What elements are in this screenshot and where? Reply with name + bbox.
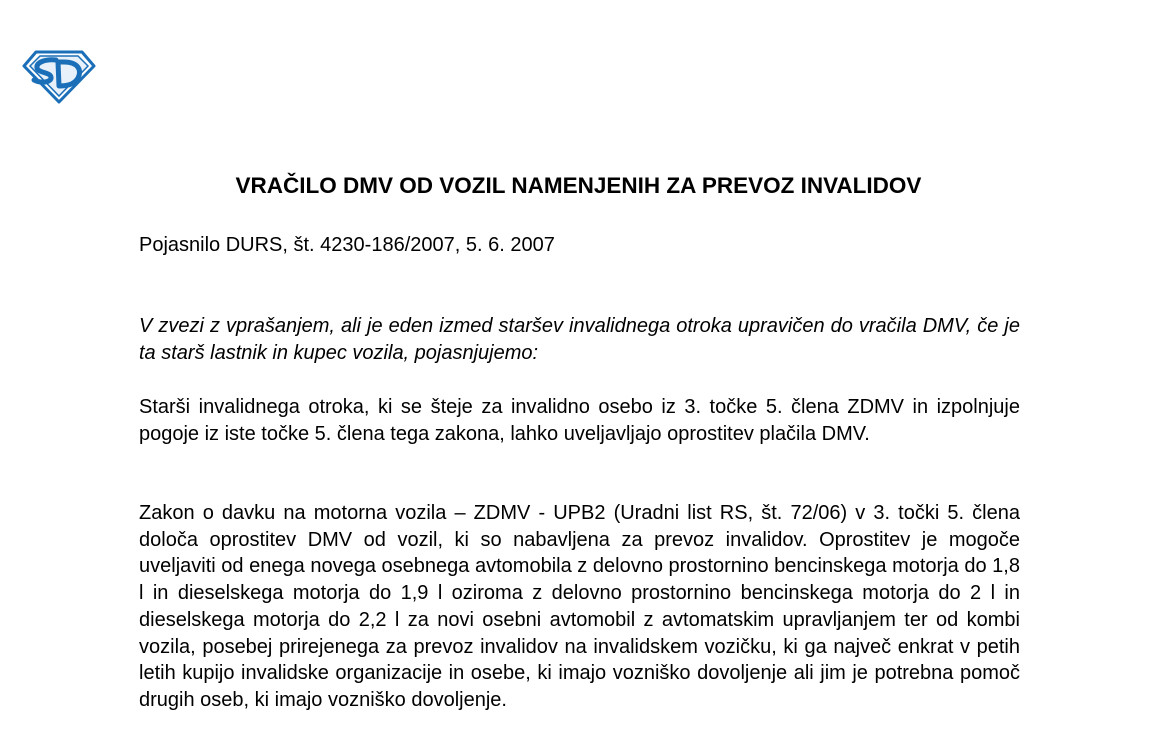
parents-paragraph: Starši invalidnega otroka, ki se šteje za invalidno osebo iz 3. točke 5. člena ZDMV in izpolnjuje pogoje iz iste točke 5. člena tega zakona, lahko uveljavljajo oprostitev plačila DMV. [139, 396, 1020, 445]
document-reference: Pojasnilo DURS, št. 4230-186/2007, 5. 6. 2007 [139, 234, 555, 256]
sd-shield-logo-icon [22, 48, 96, 104]
document-title: VRAČILO DMV OD VOZIL NAMENJENIH ZA PREVOZ INVALIDOV [235, 173, 922, 198]
law-paragraph: Zakon o davku na motorna vozila – ZDMV - UPB2 (Uradni list RS, št. 72/06) v 3. točki 5. člena določa oprostitev DMV od vozil, ki so nabavljena za prevoz invalidov. Oprostitev je mogoče uveljaviti od enega novega osebnega avtomobila z delovno prostornino bencinskega motorja do 1,8 l in dieselskega motorja do 1,9 l oziroma z delovno prostornino bencinskega motorja do 2 l in dieselskega motorja do 2,2 l za novi osebni avtomobil z avtomatskim upravljanjem ter od kombi vozila, posebej prirejenega za prevoz invalidov na invalidskem vozičku, ki ga največ enkrat v petih letih kupijo invalidske organizacije in osebe, ki imajo vozniško dovoljenje ali jim je potrebna pomoč drugih oseb, ki imajo vozniško dovoljenje. [139, 502, 1020, 711]
question-paragraph: V zvezi z vprašanjem, ali je eden izmed staršev invalidnega otroka upravičen do vračila DMV, če je ta starš lastnik in kupec vozila, pojasnjujemo: [139, 315, 1020, 364]
